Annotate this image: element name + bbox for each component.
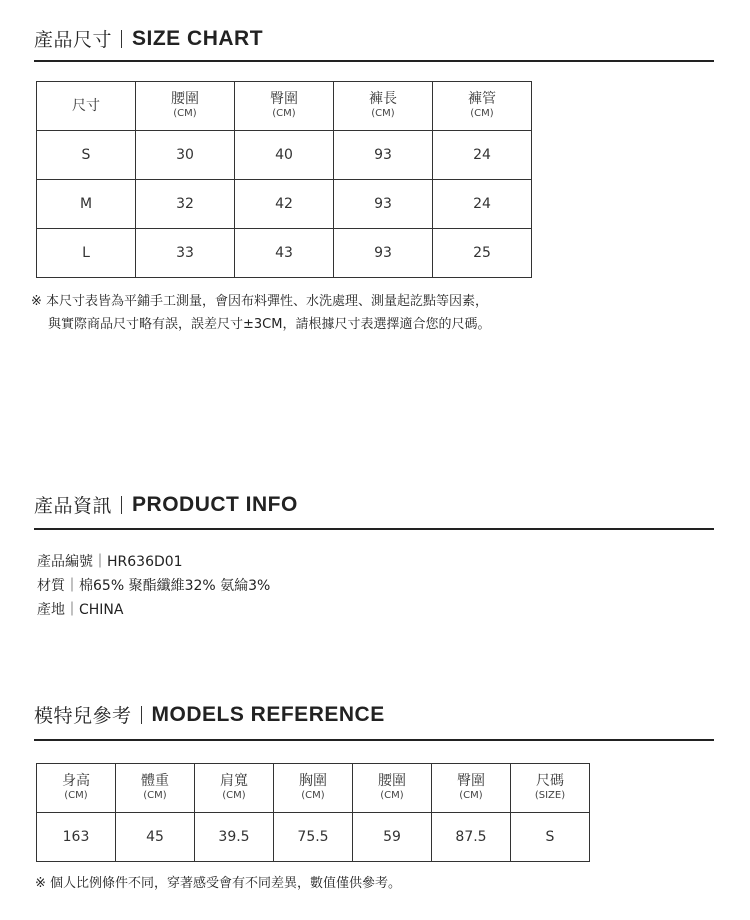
size-chart-header-cell [235, 82, 334, 131]
size-chart-note-line1: ※ 本尺寸表皆為平鋪手工測量，會因布料彈性、水洗處理、測量起訖點等因素， [31, 294, 489, 309]
title-divider [141, 706, 142, 724]
header-label: 臀圍 [457, 773, 485, 789]
size-chart-note-line2: 與實際商品尺寸略有誤，誤差尺寸±3CM，請根據尺寸表選擇適合您的尺碼。 [48, 317, 491, 332]
table-cell: 43 [235, 229, 334, 278]
header-unit: (CM) [380, 790, 404, 801]
product-info-title-zh: 產品資訊 [34, 495, 113, 517]
table-cell: 39.5 [195, 813, 274, 862]
product-info-title-en: PRODUCT INFO [132, 492, 298, 516]
header-unit: (CM) [301, 790, 325, 801]
table-row [37, 131, 532, 180]
table-cell: 24 [433, 180, 532, 229]
header-label: 尺寸 [72, 98, 100, 114]
size-chart-note [31, 290, 490, 336]
header-unit: (CM) [222, 790, 246, 801]
header-unit: (CM) [173, 108, 197, 119]
header-label: 身高 [62, 773, 90, 789]
section-rule [34, 60, 714, 62]
table-cell: 30 [136, 131, 235, 180]
header-label: 體重 [141, 773, 169, 789]
header-unit: (CM) [470, 108, 494, 119]
header-unit: (CM) [371, 108, 395, 119]
model-header-cell [37, 764, 116, 813]
model-header-cell [116, 764, 195, 813]
table-cell: 45 [116, 813, 195, 862]
table-cell: 59 [353, 813, 432, 862]
models-reference-note: ※ 個人比例條件不同，穿著感受會有不同差異，數值僅供參考。 [35, 876, 402, 891]
size-chart-header-cell [334, 82, 433, 131]
size-chart-header-cell [37, 82, 136, 131]
table-cell: 75.5 [274, 813, 353, 862]
model-header-cell [195, 764, 274, 813]
table-cell: 42 [235, 180, 334, 229]
product-code: 產品編號｜HR636D01 [37, 554, 183, 570]
table-cell: L [37, 229, 136, 278]
product-material: 材質｜棉65% 聚酯纖維32% 氨綸3% [37, 578, 271, 594]
header-unit: (CM) [64, 790, 88, 801]
models-reference-title-zh: 模特兒參考 [34, 705, 132, 727]
size-chart-header-cell [136, 82, 235, 131]
table-cell: S [37, 131, 136, 180]
models-reference-title-en: MODELS REFERENCE [151, 702, 385, 726]
table-row [37, 180, 532, 229]
table-header-row [37, 82, 532, 131]
header-label: 褲管 [468, 91, 496, 107]
section-rule [34, 739, 714, 741]
header-label: 尺碼 [536, 773, 564, 789]
header-label: 肩寬 [220, 773, 248, 789]
table-cell: S [511, 813, 590, 862]
header-label: 胸圍 [299, 773, 327, 789]
header-unit: (CM) [459, 790, 483, 801]
table-cell: 25 [433, 229, 532, 278]
header-unit: (CM) [272, 108, 296, 119]
table-row [37, 813, 590, 862]
table-header-row [37, 764, 590, 813]
product-origin: 產地｜CHINA [37, 602, 124, 618]
title-divider [121, 30, 122, 48]
header-unit: (CM) [143, 790, 167, 801]
header-label: 褲長 [369, 91, 397, 107]
size-chart-table [36, 81, 532, 278]
model-header-cell [432, 764, 511, 813]
model-header-cell [274, 764, 353, 813]
model-header-cell [511, 764, 590, 813]
table-row [37, 229, 532, 278]
table-cell: 163 [37, 813, 116, 862]
model-header-cell [353, 764, 432, 813]
table-cell: 24 [433, 131, 532, 180]
header-label: 臀圍 [270, 91, 298, 107]
header-unit: (SIZE) [534, 790, 566, 801]
models-reference-title [34, 701, 385, 728]
size-chart-header-cell [433, 82, 532, 131]
size-chart-title-en: SIZE CHART [132, 26, 264, 50]
table-cell: 33 [136, 229, 235, 278]
header-label: 腰圍 [378, 773, 406, 789]
size-chart-title [34, 25, 263, 52]
section-rule [34, 528, 714, 530]
table-cell: 40 [235, 131, 334, 180]
product-info-title [34, 491, 298, 518]
table-cell: 87.5 [432, 813, 511, 862]
table-cell: 32 [136, 180, 235, 229]
table-cell: 93 [334, 229, 433, 278]
table-cell: M [37, 180, 136, 229]
models-reference-table [36, 763, 590, 862]
header-label: 腰圍 [171, 91, 199, 107]
table-cell: 93 [334, 131, 433, 180]
title-divider [121, 496, 122, 514]
table-cell: 93 [334, 180, 433, 229]
size-chart-title-zh: 產品尺寸 [34, 29, 113, 51]
